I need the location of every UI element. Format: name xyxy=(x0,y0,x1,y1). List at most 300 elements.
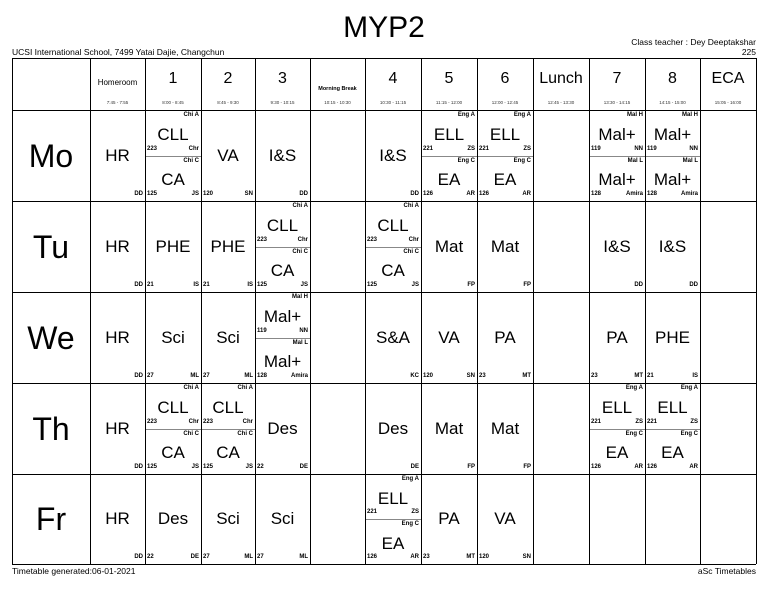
lesson-teacher: ML xyxy=(244,554,253,560)
grid-line xyxy=(12,201,756,202)
lesson-teacher: SN xyxy=(466,373,475,379)
lesson-cell[interactable] xyxy=(365,247,421,293)
lesson-group: Eng A xyxy=(680,385,698,391)
lesson-room: 21 xyxy=(203,282,210,288)
grid-line xyxy=(255,58,256,564)
lesson-teacher: DD xyxy=(134,464,143,470)
lesson-cell[interactable] xyxy=(645,201,700,292)
lesson-cell[interactable] xyxy=(589,110,645,156)
split-divider xyxy=(365,519,421,520)
lesson-room: 128 xyxy=(647,191,658,197)
split-divider xyxy=(589,429,645,430)
grid-line xyxy=(201,58,202,564)
lesson-cell[interactable] xyxy=(255,338,310,384)
column-time: 15:05 - 16:00 xyxy=(714,100,742,105)
lesson-teacher: DD xyxy=(689,282,698,288)
lesson-teacher: Amira xyxy=(680,191,698,197)
column-name: Lunch xyxy=(539,70,583,87)
lesson-teacher: JS xyxy=(191,464,199,470)
lesson-cell[interactable] xyxy=(365,110,421,201)
lesson-teacher: Amira xyxy=(625,191,643,197)
lesson-cell[interactable] xyxy=(145,110,201,156)
lesson-teacher: FP xyxy=(467,282,475,288)
split-divider xyxy=(255,338,310,339)
lesson-teacher: ML xyxy=(190,373,199,379)
lesson-room: 27 xyxy=(203,554,210,560)
lesson-room: 221 xyxy=(647,418,658,425)
lesson-room: 125 xyxy=(367,282,378,288)
lesson-subject: HR xyxy=(105,327,130,347)
lesson-subject: CLL xyxy=(157,124,189,144)
lesson-teacher: ZS xyxy=(523,145,531,152)
lesson-subject: Sci xyxy=(216,509,240,528)
lesson-subject: CLL xyxy=(212,397,244,417)
lesson-room: 125 xyxy=(203,464,214,470)
lesson-subject: CA xyxy=(161,443,185,463)
lesson-teacher: IS xyxy=(692,373,698,379)
column-header xyxy=(310,58,365,110)
lesson-teacher: ZS xyxy=(411,509,419,515)
lesson-teacher: AR xyxy=(466,191,475,197)
lesson-teacher: DE xyxy=(410,464,419,470)
lesson-subject: PA xyxy=(438,509,460,528)
lesson-room: 126 xyxy=(479,191,490,197)
lesson-teacher: DD xyxy=(134,554,143,560)
lesson-cell[interactable] xyxy=(145,292,201,383)
lesson-teacher: Chr xyxy=(408,236,419,243)
lesson-room: 21 xyxy=(647,373,654,379)
lesson-teacher: JS xyxy=(411,282,419,288)
class-room: 225 xyxy=(741,47,756,57)
lesson-subject: I&S xyxy=(658,236,687,256)
lesson-subject: ELL xyxy=(489,124,521,144)
lesson-teacher: Amira xyxy=(290,373,308,379)
lesson-cell[interactable] xyxy=(255,201,310,247)
lesson-cell[interactable] xyxy=(255,292,310,338)
grid-line xyxy=(645,58,646,564)
timetable-grid xyxy=(12,58,756,564)
lesson-room: 126 xyxy=(423,191,434,197)
grid-line xyxy=(12,474,756,475)
lesson-teacher: JS xyxy=(300,282,308,288)
lesson-room: 27 xyxy=(257,554,264,560)
column-name: ECA xyxy=(711,70,745,87)
lesson-teacher: DD xyxy=(134,373,143,379)
lesson-room: 221 xyxy=(479,145,490,152)
lesson-subject: Sci xyxy=(270,509,295,528)
lesson-subject: Sci xyxy=(216,327,240,347)
lesson-subject: Mat xyxy=(490,236,520,256)
lesson-subject: Mal+ xyxy=(598,124,636,144)
lesson-group: Mal H xyxy=(626,112,643,118)
lesson-room: 223 xyxy=(203,418,214,425)
lesson-subject: Mal+ xyxy=(653,170,692,190)
day-label: Mo xyxy=(28,137,74,174)
column-header xyxy=(145,58,201,110)
grid-line xyxy=(589,58,590,564)
lesson-group: Chi A xyxy=(403,203,419,209)
lesson-subject: CLL xyxy=(157,397,189,417)
grid-line xyxy=(533,58,534,564)
lesson-subject: Mal+ xyxy=(263,306,302,326)
lesson-room: 128 xyxy=(257,373,268,379)
lesson-teacher: Chr xyxy=(188,418,199,425)
day-label: Tu xyxy=(32,228,70,265)
column-time: 8:45 - 9:30 xyxy=(217,100,239,105)
lesson-cell[interactable] xyxy=(421,292,477,383)
lesson-subject: VA xyxy=(217,145,239,165)
lesson-teacher: DE xyxy=(190,554,199,560)
lesson-room: 119 xyxy=(647,145,657,152)
lesson-cell[interactable] xyxy=(589,156,645,202)
lesson-subject: Des xyxy=(267,418,298,438)
column-time: 12:45 - 13:30 xyxy=(547,100,575,105)
column-header xyxy=(90,58,145,110)
split-divider xyxy=(645,156,700,157)
lesson-teacher: KC xyxy=(410,373,419,379)
lesson-group: Mal H xyxy=(291,294,308,300)
lesson-subject: PA xyxy=(606,327,628,347)
grid-line xyxy=(700,58,701,564)
lesson-subject: CA xyxy=(161,170,185,190)
lesson-group: Chi A xyxy=(237,385,253,391)
lesson-cell[interactable] xyxy=(90,474,145,564)
lesson-room: 125 xyxy=(147,191,158,197)
lesson-room: 22 xyxy=(257,464,264,470)
lesson-cell[interactable] xyxy=(201,292,255,383)
lesson-cell[interactable] xyxy=(421,383,477,474)
lesson-subject: Mat xyxy=(434,236,464,256)
grid-line xyxy=(421,58,422,564)
lesson-cell[interactable] xyxy=(365,292,421,383)
split-divider xyxy=(477,156,533,157)
grid-line xyxy=(477,58,478,564)
split-divider xyxy=(255,247,310,248)
lesson-subject: HR xyxy=(105,145,130,165)
lesson-teacher: FP xyxy=(523,464,531,470)
column-header xyxy=(533,58,589,110)
lesson-group: Mal L xyxy=(292,339,308,346)
lesson-subject: EA xyxy=(661,443,684,463)
lesson-group: Chi A xyxy=(292,203,308,209)
lesson-room: 27 xyxy=(147,373,154,379)
column-header xyxy=(255,58,310,110)
lesson-cell[interactable] xyxy=(589,201,645,292)
lesson-teacher: JS xyxy=(245,464,253,470)
lesson-room: 221 xyxy=(591,418,602,425)
grid-line xyxy=(12,564,756,565)
lesson-teacher: Chr xyxy=(297,236,308,243)
lesson-subject: CA xyxy=(381,261,405,281)
column-header xyxy=(201,58,255,110)
lesson-cell[interactable] xyxy=(421,474,477,564)
lesson-subject: EA xyxy=(437,170,461,190)
lesson-subject: ELL xyxy=(377,488,409,508)
lesson-cell[interactable] xyxy=(421,110,477,156)
lesson-cell[interactable] xyxy=(201,383,255,429)
column-time: 14:15 - 15:00 xyxy=(659,100,686,105)
grid-line xyxy=(90,58,91,564)
lesson-subject: ELL xyxy=(601,397,633,417)
lesson-group: Chi C xyxy=(237,430,253,437)
grid-line xyxy=(145,58,146,564)
lesson-cell[interactable] xyxy=(145,201,201,292)
lesson-group: Mal L xyxy=(682,157,698,164)
page-title: MYP2 xyxy=(343,11,425,44)
lesson-teacher: AR xyxy=(522,191,531,197)
lesson-teacher: MT xyxy=(466,554,475,560)
grid-line xyxy=(310,58,311,564)
lesson-cell[interactable] xyxy=(589,383,645,429)
lesson-subject: Mal+ xyxy=(263,352,302,372)
column-name: 2 xyxy=(223,70,233,87)
lesson-cell[interactable] xyxy=(145,474,201,564)
grid-line xyxy=(12,58,13,564)
lesson-room: 223 xyxy=(147,418,158,425)
lesson-teacher: NN xyxy=(634,145,643,152)
lesson-teacher: DE xyxy=(299,464,308,470)
lesson-teacher: FP xyxy=(523,282,531,288)
day-label: We xyxy=(27,319,75,356)
lesson-teacher: AR xyxy=(634,464,643,470)
lesson-cell[interactable] xyxy=(255,474,310,564)
lesson-room: 221 xyxy=(423,145,434,152)
lesson-group: Chi C xyxy=(403,248,419,255)
column-name: Homeroom xyxy=(97,78,138,87)
lesson-room: 21 xyxy=(147,282,154,288)
grid-line xyxy=(12,292,756,293)
lesson-room: 126 xyxy=(591,464,602,470)
lesson-subject: EA xyxy=(493,170,517,190)
day-label: Fr xyxy=(35,501,67,537)
lesson-cell[interactable] xyxy=(90,383,145,474)
lesson-group: Eng A xyxy=(401,476,419,482)
lesson-cell[interactable] xyxy=(645,156,700,202)
lesson-cell[interactable] xyxy=(477,292,533,383)
lesson-group: Mal H xyxy=(681,112,698,118)
lesson-room: 128 xyxy=(591,191,602,197)
lesson-cell[interactable] xyxy=(477,383,533,474)
day-label: Th xyxy=(32,410,70,447)
lesson-subject: Mat xyxy=(490,418,520,438)
lesson-teacher: DD xyxy=(134,191,143,197)
lesson-subject: CA xyxy=(216,443,240,463)
lesson-cell[interactable] xyxy=(365,383,421,474)
grid-line xyxy=(365,58,366,564)
lesson-room: 223 xyxy=(367,236,378,243)
lesson-subject: PHE xyxy=(210,236,246,256)
split-divider xyxy=(421,156,477,157)
lesson-teacher: SN xyxy=(244,191,253,197)
lesson-room: 119 xyxy=(257,327,267,334)
lesson-group: Eng C xyxy=(625,430,643,437)
lesson-subject: Mat xyxy=(434,418,464,438)
lesson-teacher: NN xyxy=(689,145,698,152)
column-time: 11:15 - 12:00 xyxy=(435,100,463,105)
lesson-room: 23 xyxy=(591,373,598,379)
lesson-cell[interactable] xyxy=(645,383,700,429)
lesson-teacher: ML xyxy=(299,554,308,560)
lesson-group: Chi C xyxy=(292,248,308,255)
column-name: 6 xyxy=(500,70,510,87)
column-name: 1 xyxy=(168,70,178,87)
grid-line xyxy=(12,110,756,111)
lesson-teacher: IS xyxy=(247,282,253,288)
lesson-cell[interactable] xyxy=(645,110,700,156)
lesson-group: Eng C xyxy=(513,157,531,164)
lesson-room: 120 xyxy=(423,373,434,379)
split-divider xyxy=(365,247,421,248)
column-name: Morning Break xyxy=(318,86,357,92)
lesson-group: Chi A xyxy=(183,112,199,118)
column-header xyxy=(421,58,477,110)
column-header xyxy=(700,58,756,110)
lesson-teacher: Chr xyxy=(242,418,253,425)
lesson-cell[interactable] xyxy=(201,201,255,292)
lesson-group: Mal L xyxy=(627,157,643,164)
split-divider xyxy=(145,429,201,430)
lesson-cell[interactable] xyxy=(145,383,201,429)
lesson-subject: PHE xyxy=(155,236,191,256)
column-header xyxy=(589,58,645,110)
lesson-teacher: MT xyxy=(522,373,531,379)
lesson-teacher: JS xyxy=(191,191,199,197)
lesson-subject: HR xyxy=(105,236,130,256)
lesson-cell[interactable] xyxy=(477,201,533,292)
split-divider xyxy=(645,429,700,430)
lesson-subject: CLL xyxy=(377,215,409,235)
lesson-subject: I&S xyxy=(268,145,297,165)
lesson-subject: VA xyxy=(438,327,460,347)
lesson-cell[interactable] xyxy=(201,474,255,564)
lesson-teacher: SN xyxy=(522,554,531,560)
lesson-room: 126 xyxy=(647,464,658,470)
lesson-teacher: ZS xyxy=(467,145,475,152)
column-name: 5 xyxy=(444,70,454,87)
lesson-cell[interactable] xyxy=(477,474,533,564)
lesson-subject: EA xyxy=(605,443,629,463)
lesson-room: 23 xyxy=(423,554,430,560)
lesson-subject: ELL xyxy=(657,397,688,417)
column-name: 8 xyxy=(668,70,677,87)
lesson-teacher: AR xyxy=(689,464,698,470)
lesson-cell[interactable] xyxy=(365,519,421,564)
lesson-group: Chi C xyxy=(183,430,199,437)
lesson-group: Eng A xyxy=(625,385,643,391)
lesson-teacher: DD xyxy=(134,282,143,288)
lesson-teacher: DD xyxy=(299,191,308,197)
lesson-cell[interactable] xyxy=(477,110,533,156)
lesson-cell[interactable] xyxy=(589,292,645,383)
lesson-subject: ELL xyxy=(433,124,465,144)
lesson-cell[interactable] xyxy=(255,383,310,474)
lesson-cell[interactable] xyxy=(255,110,310,201)
lesson-teacher: IS xyxy=(193,282,199,288)
lesson-cell[interactable] xyxy=(365,201,421,247)
lesson-teacher: ZS xyxy=(690,418,698,425)
lesson-cell[interactable] xyxy=(255,247,310,293)
column-time: 10:30 - 11:15 xyxy=(379,100,407,105)
lesson-cell[interactable] xyxy=(645,292,700,383)
lesson-cell[interactable] xyxy=(201,429,255,475)
lesson-subject: EA xyxy=(381,533,405,553)
lesson-room: 22 xyxy=(147,554,154,560)
lesson-group: Eng A xyxy=(457,112,475,118)
lesson-group: Chi C xyxy=(183,157,199,164)
lesson-teacher: ZS xyxy=(635,418,643,425)
column-time: 13:30 - 14:15 xyxy=(603,100,631,105)
lesson-group: Chi A xyxy=(183,385,199,391)
class-teacher: Class teacher : Dey Deeptakshar xyxy=(631,37,756,47)
split-divider xyxy=(201,429,255,430)
lesson-teacher: DD xyxy=(634,282,643,288)
grid-line xyxy=(12,383,756,384)
lesson-subject: Mal+ xyxy=(598,170,636,190)
lesson-teacher: Chr xyxy=(188,145,199,152)
lesson-cell[interactable] xyxy=(365,474,421,519)
school-address: UCSI International School, 7499 Yatai Dajie, Changchun xyxy=(12,47,225,57)
grid-line xyxy=(756,58,757,564)
lesson-cell[interactable] xyxy=(201,110,255,201)
lesson-room: 223 xyxy=(147,145,158,152)
lesson-group: Eng C xyxy=(680,430,698,437)
lesson-room: 125 xyxy=(147,464,158,470)
column-time: 7:45 - 7:55 xyxy=(106,100,129,105)
lesson-room: 120 xyxy=(479,554,490,560)
lesson-subject: Mal+ xyxy=(653,124,692,144)
lesson-cell[interactable] xyxy=(145,156,201,202)
lesson-cell[interactable] xyxy=(421,201,477,292)
class-teacher-info xyxy=(631,37,756,57)
column-time: 10:15 - 10:30 xyxy=(324,100,351,105)
column-time: 8:00 - 8:45 xyxy=(162,100,184,105)
lesson-room: 23 xyxy=(479,373,486,379)
lesson-cell[interactable] xyxy=(145,429,201,475)
lesson-cell[interactable] xyxy=(90,201,145,292)
lesson-group: Eng C xyxy=(401,521,419,527)
lesson-subject: Des xyxy=(157,509,189,528)
column-header xyxy=(477,58,533,110)
lesson-subject: PHE xyxy=(655,327,690,347)
column-time: 9:30 - 10:15 xyxy=(270,100,295,105)
lesson-cell[interactable] xyxy=(90,292,145,383)
lesson-subject: I&S xyxy=(603,236,631,256)
lesson-group: Eng C xyxy=(457,157,475,164)
lesson-cell[interactable] xyxy=(477,156,533,202)
lesson-subject: CA xyxy=(270,261,295,281)
lesson-subject: CLL xyxy=(266,215,299,235)
lesson-room: 27 xyxy=(203,373,210,379)
lesson-room: 221 xyxy=(367,509,378,515)
lesson-subject: I&S xyxy=(379,145,407,165)
column-name: 3 xyxy=(278,70,287,87)
lesson-cell[interactable] xyxy=(645,429,700,475)
generated-date: Timetable generated:06-01-2021 xyxy=(12,566,136,576)
lesson-cell[interactable] xyxy=(589,429,645,475)
lesson-cell[interactable] xyxy=(90,110,145,201)
lesson-teacher: ML xyxy=(244,373,253,379)
lesson-room: 126 xyxy=(367,554,378,560)
column-name: 4 xyxy=(388,70,398,87)
lesson-teacher: NN xyxy=(299,327,308,334)
column-header xyxy=(365,58,421,110)
grid-line xyxy=(12,58,756,59)
lesson-room: 120 xyxy=(203,191,214,197)
lesson-teacher: FP xyxy=(467,464,475,470)
lesson-subject: HR xyxy=(105,509,130,528)
lesson-cell[interactable] xyxy=(421,156,477,202)
column-time: 12:00 - 12:45 xyxy=(491,100,519,105)
